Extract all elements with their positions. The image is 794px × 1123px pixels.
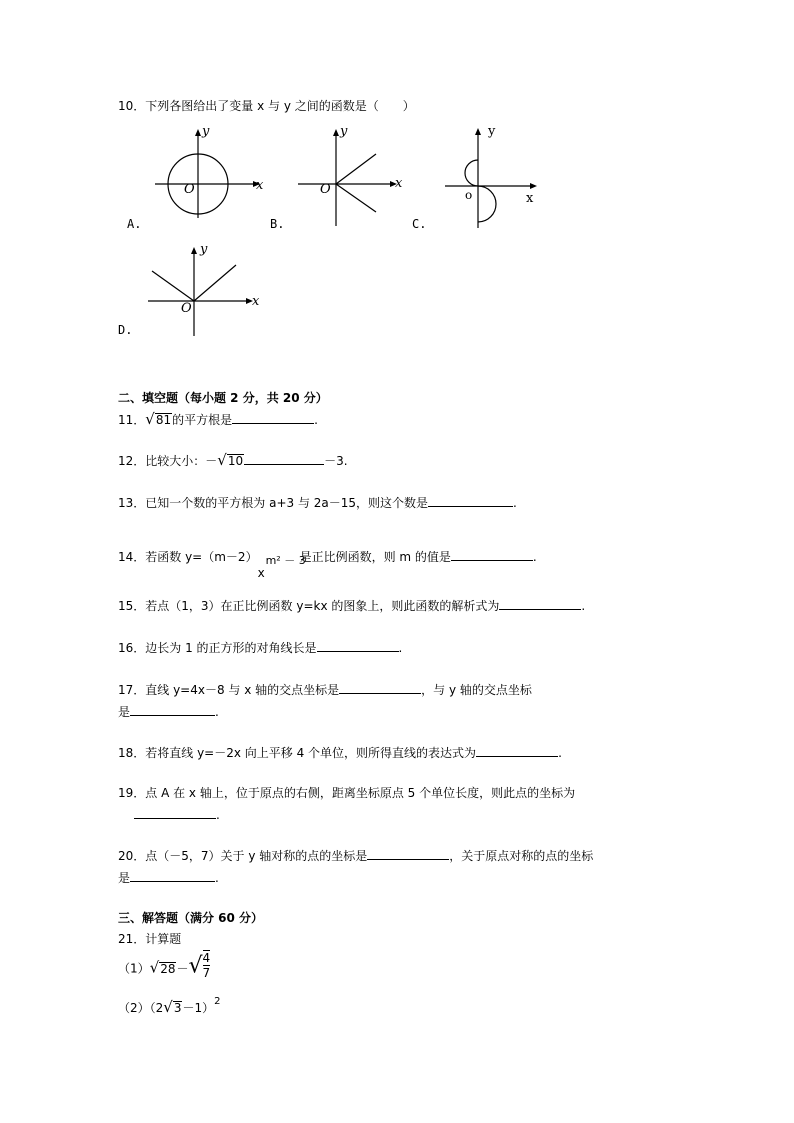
q13-blank xyxy=(428,494,513,507)
q14-pre: 14．若函数 y=（m－2） xyxy=(118,550,258,564)
graph-a xyxy=(150,126,270,221)
graph-c xyxy=(440,122,550,232)
q17-blank-2 xyxy=(130,703,215,716)
q12-radicand: 10 xyxy=(227,454,244,468)
sqrt-icon: √ xyxy=(188,953,203,979)
option-b-label: B. xyxy=(270,217,285,231)
q14-end: . xyxy=(532,550,537,564)
graph-c-origin: o xyxy=(465,188,473,202)
q17-mid: ，与 y 轴的交点坐标 xyxy=(421,683,532,697)
q16-blank xyxy=(317,639,399,652)
q11-blank xyxy=(232,411,314,424)
q17-blank-1 xyxy=(339,681,421,694)
q20-line2 xyxy=(118,869,219,886)
sqrt-icon: √ xyxy=(149,958,160,977)
q18-end: . xyxy=(558,746,562,760)
q18 xyxy=(118,744,562,761)
q21-p1-denominator: 7 xyxy=(202,966,211,980)
sqrt-icon: √ xyxy=(145,410,155,428)
q17 xyxy=(118,681,532,698)
q19-blank xyxy=(134,806,216,819)
q17-end: . xyxy=(215,705,219,719)
q11 xyxy=(118,411,318,428)
q21-p1-fraction xyxy=(203,950,211,980)
q13-text: 13．已知一个数的平方根为 a+3 与 2a－15，则这个数是 xyxy=(118,496,429,510)
q20-line2-text: 是 xyxy=(118,871,131,885)
q11-num: 11． xyxy=(118,413,146,427)
graph-a-y-label: y xyxy=(202,124,210,139)
q14-base: x xyxy=(257,566,265,580)
q17-line2 xyxy=(118,703,219,720)
q14-post: 是正比例函数，则 m 的值是 xyxy=(299,550,451,564)
q21-part2 xyxy=(118,994,221,1016)
q19-line2 xyxy=(134,806,220,823)
q12-pre: 12．比较大小：－ xyxy=(118,454,218,468)
graph-c-x-label: x xyxy=(526,191,534,206)
q12-blank xyxy=(244,452,324,465)
q20 xyxy=(118,847,593,864)
q18-blank xyxy=(476,744,558,757)
q18-text: 18．若将直线 y=－2x 向上平移 4 个单位，则所得直线的表达式为 xyxy=(118,746,477,760)
q14 xyxy=(118,548,537,580)
q21-p1-minus: － xyxy=(176,961,189,976)
q20-blank-2 xyxy=(130,869,215,882)
graph-d-x-label: x xyxy=(252,294,260,309)
graph-b-y-label: y xyxy=(340,124,348,139)
q16 xyxy=(118,639,402,656)
q12-post: －3. xyxy=(324,454,348,468)
graph-d-origin: O xyxy=(181,301,192,316)
graph-d-y-label: y xyxy=(200,242,208,257)
q21-part1 xyxy=(118,951,211,980)
graph-a-origin: O xyxy=(184,182,195,197)
q10-stem: 10．下列各图给出了变量 x 与 y 之间的函数是（ ） xyxy=(118,99,415,113)
q15-end: . xyxy=(581,599,586,613)
q13-end: . xyxy=(513,496,517,510)
option-a-label: A. xyxy=(127,217,142,231)
q15-blank xyxy=(499,597,581,610)
q21-title: 21．计算题 xyxy=(118,932,182,946)
q17-text: 17．直线 y=4x－8 与 x 轴的交点坐标是 xyxy=(118,683,340,697)
q20-text: 20．点（－5，7）关于 y 轴对称的点的坐标是 xyxy=(118,849,368,863)
q21-p1-numerator: 4 xyxy=(202,951,211,965)
q19-text: 19．点 A 在 x 轴上，位于原点的右侧，距离坐标原点 5 个单位长度，则此点的坐标为 xyxy=(118,786,576,800)
graph-c-y-label: y xyxy=(488,124,496,139)
q11-end: . xyxy=(314,413,318,427)
q11-radicand: 81 xyxy=(155,413,172,427)
q20-end: . xyxy=(215,871,219,885)
q11-text: 的平方根是 xyxy=(172,413,233,427)
option-d-label: D. xyxy=(118,323,133,337)
q12 xyxy=(118,452,348,469)
q21-p1-label: （1） xyxy=(118,961,150,976)
graph-d xyxy=(146,244,266,340)
graph-b xyxy=(296,126,406,226)
q21-p2-radicand: 3 xyxy=(173,1001,182,1015)
q20-blank-1 xyxy=(367,847,449,860)
graph-b-origin: O xyxy=(320,182,331,197)
q14-exponent: m² － 3 xyxy=(265,554,306,567)
q13 xyxy=(118,494,517,511)
q21-p1-radicand: 28 xyxy=(160,961,176,976)
q14-blank xyxy=(451,548,533,561)
q21-p2-post: －1） xyxy=(182,1001,215,1015)
q21-p2-exponent: 2 xyxy=(214,996,221,1007)
q20-mid: ，关于原点对称的点的坐标 xyxy=(449,849,594,863)
section2-title: 二、填空题（每小题 2 分，共 20 分） xyxy=(118,391,328,405)
section3-title: 三、解答题（满分 60 分） xyxy=(118,911,264,925)
q19 xyxy=(118,785,575,801)
sqrt-icon: √ xyxy=(217,451,227,469)
q16-text: 16．边长为 1 的正方形的对角线长是 xyxy=(118,641,317,655)
graph-a-x-label: x xyxy=(256,178,264,193)
q17-line2-text: 是 xyxy=(118,705,131,719)
sqrt-icon: √ xyxy=(163,998,173,1016)
q15 xyxy=(118,597,585,614)
q21-p2-label: （2）（2 xyxy=(118,1001,164,1015)
graph-b-x-label: x xyxy=(395,176,403,191)
q16-end: . xyxy=(398,641,403,655)
q19-end: . xyxy=(216,808,220,822)
option-c-label: C. xyxy=(412,217,427,231)
q15-text: 15．若点（1，3）在正比例函数 y=kx 的图象上，则此函数的解析式为 xyxy=(118,599,500,613)
